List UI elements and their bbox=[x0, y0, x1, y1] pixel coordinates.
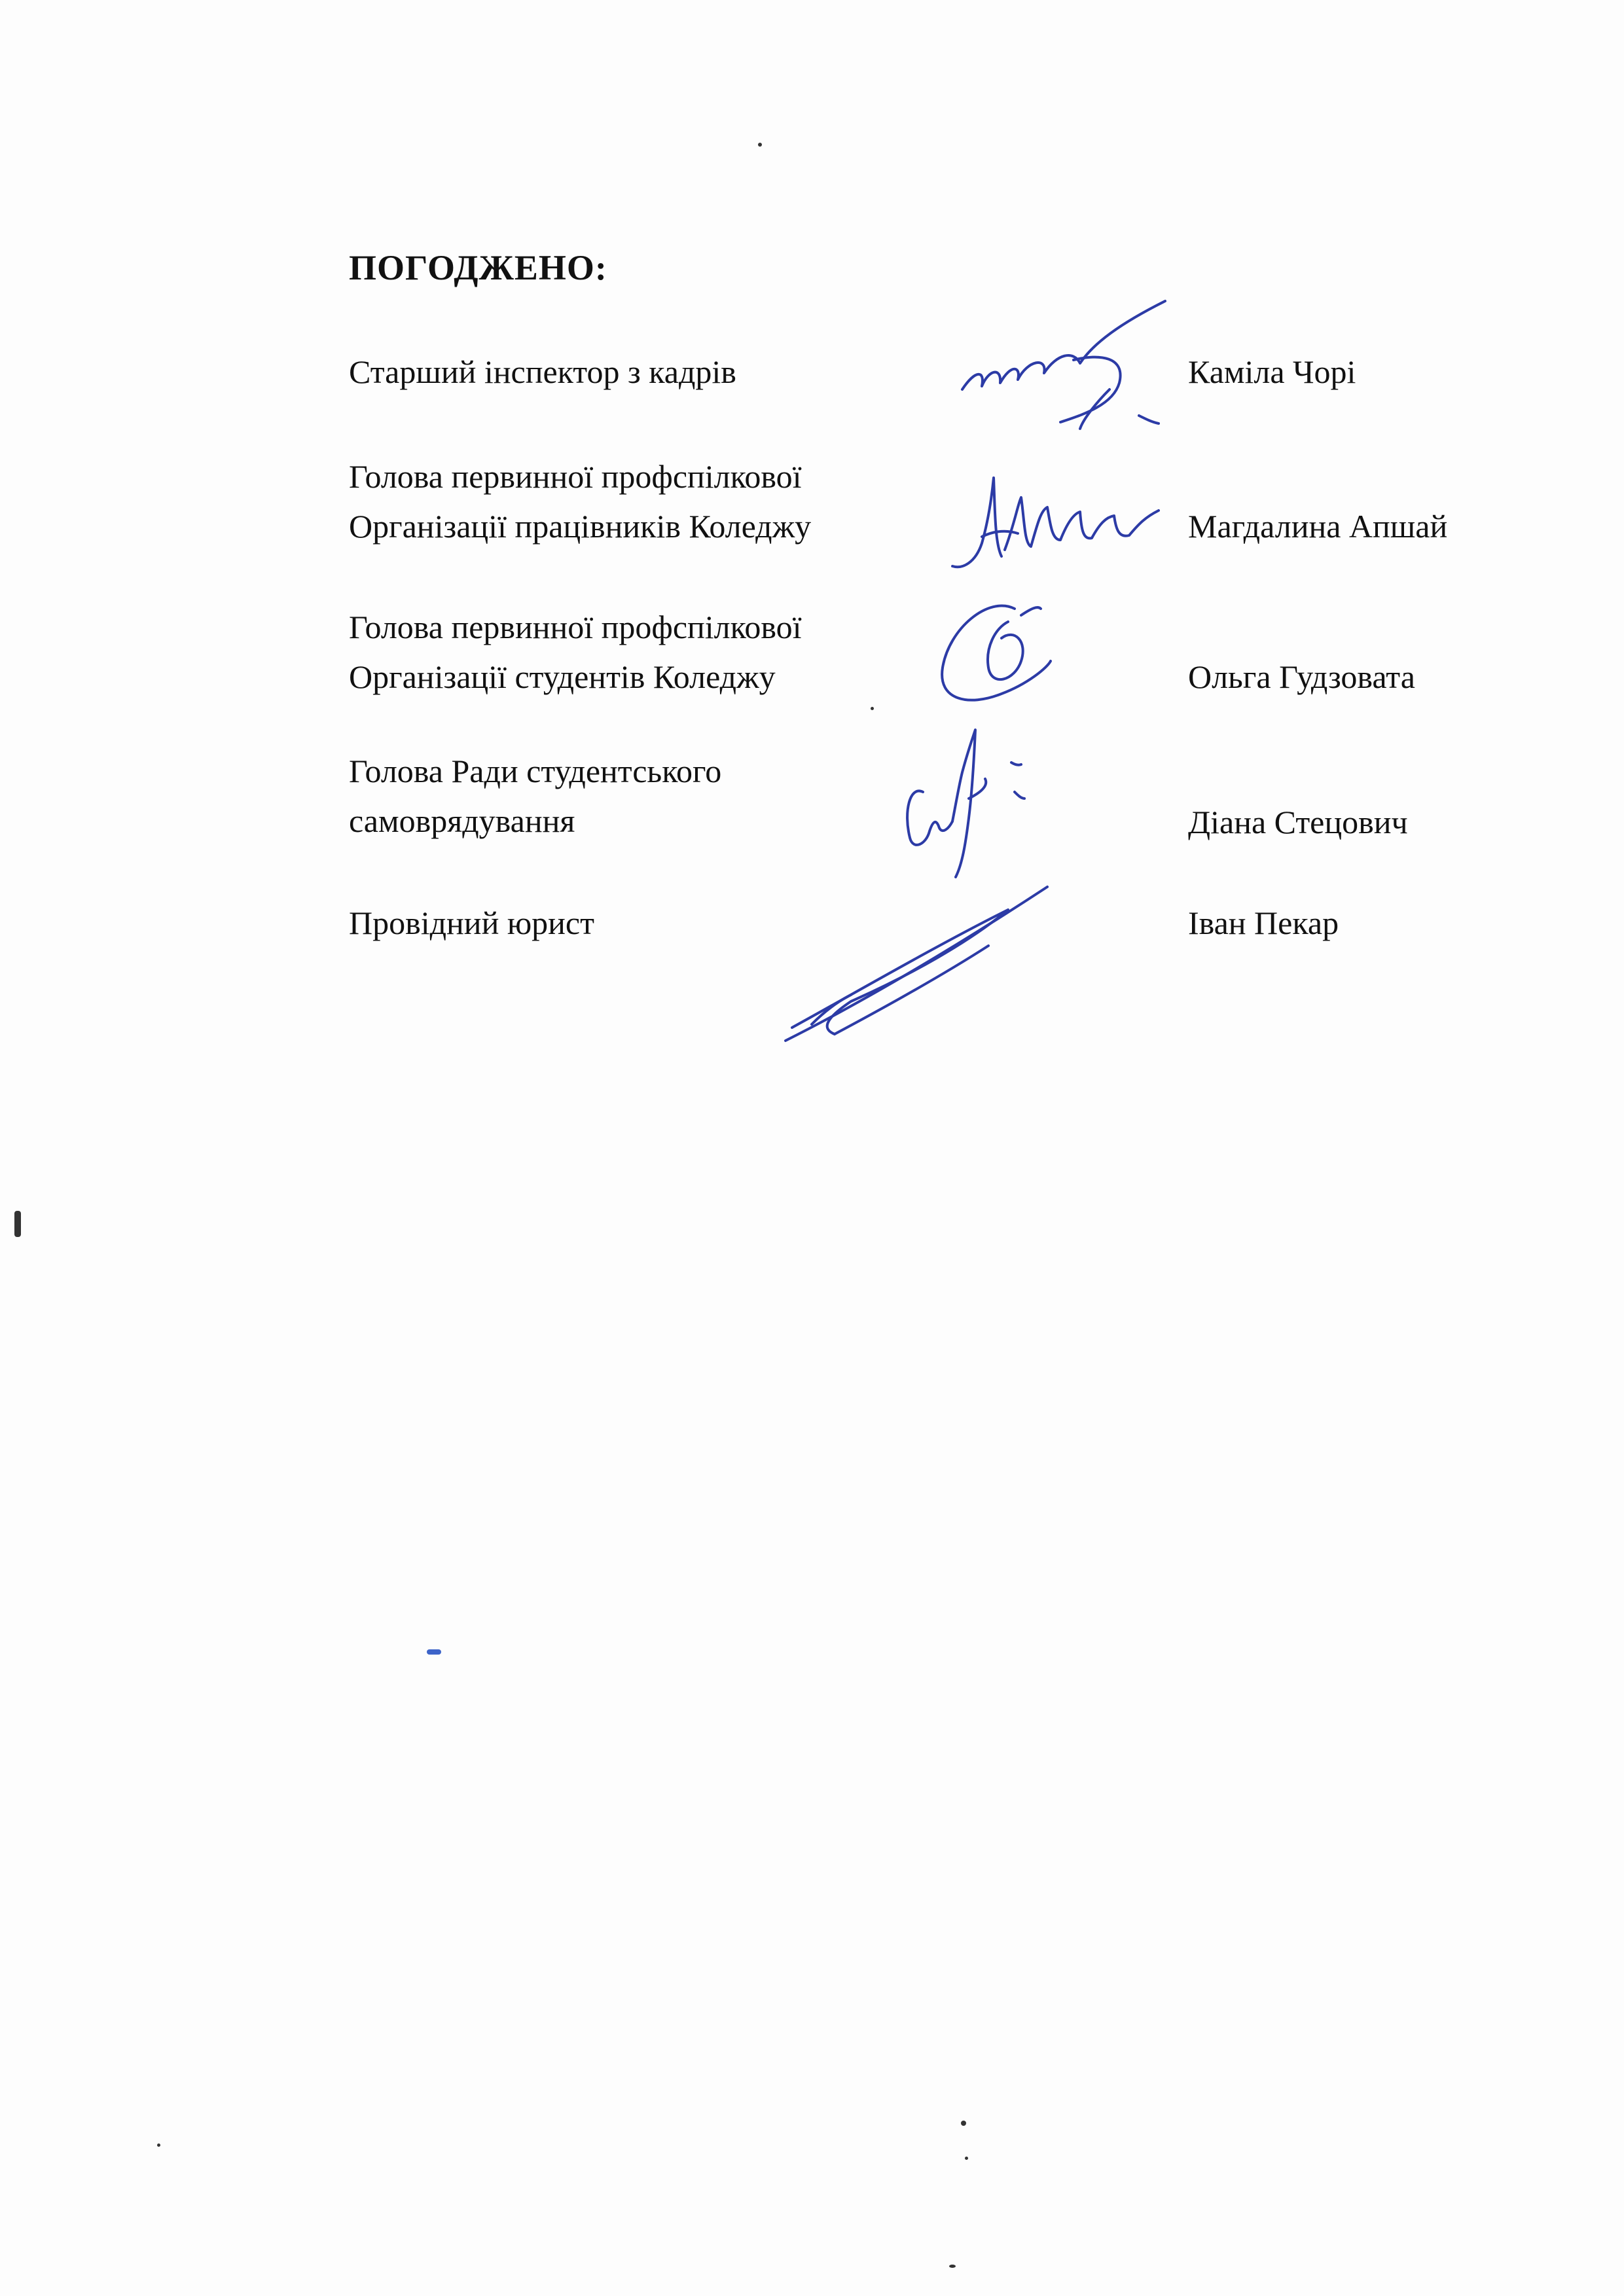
signatory-name-staff-union-head: Магдалина Апшай bbox=[1188, 508, 1448, 545]
document-heading: ПОГОДЖЕНО: bbox=[349, 248, 607, 287]
scan-speck bbox=[871, 707, 874, 710]
signatory-name-lead-lawyer: Іван Пекар bbox=[1188, 905, 1339, 941]
position-line: Провідний юрист bbox=[349, 905, 594, 941]
position-line: самоврядування bbox=[349, 802, 575, 839]
scan-speck bbox=[758, 143, 762, 147]
scan-speck bbox=[961, 2121, 966, 2126]
position-line: Організації студентів Коледжу bbox=[349, 658, 776, 695]
position-label-hr-inspector bbox=[349, 347, 736, 397]
signature-staff-union-head bbox=[943, 458, 1165, 576]
position-label-student-union-head bbox=[349, 602, 802, 702]
position-line: Голова первинної профспілкової bbox=[349, 609, 802, 645]
scan-speck bbox=[427, 1649, 441, 1655]
position-line: Старший інспектор з кадрів bbox=[349, 353, 736, 390]
signature-student-council-head bbox=[890, 713, 1060, 884]
position-label-student-council-head bbox=[349, 746, 721, 846]
signature-hr-inspector bbox=[949, 291, 1198, 435]
scan-speck bbox=[14, 1211, 21, 1237]
signatory-name-hr-inspector: Каміла Чорі bbox=[1188, 353, 1356, 390]
scan-speck bbox=[965, 2157, 968, 2160]
signatory-name-student-union-head: Ольга Гудзовата bbox=[1188, 658, 1415, 695]
position-label-lead-lawyer bbox=[349, 898, 594, 948]
position-label-staff-union-head bbox=[349, 452, 811, 551]
signatory-name-student-council-head: Діана Стецович bbox=[1188, 804, 1408, 840]
position-line: Голова Ради студентського bbox=[349, 753, 722, 789]
signature-lead-lawyer bbox=[772, 877, 1060, 1054]
position-line: Організації працівників Коледжу bbox=[349, 508, 812, 545]
scan-speck bbox=[157, 2144, 160, 2147]
signature-student-union-head bbox=[916, 589, 1074, 720]
scan-speck bbox=[949, 2265, 956, 2268]
position-line: Голова первинної профспілкової bbox=[349, 458, 802, 495]
